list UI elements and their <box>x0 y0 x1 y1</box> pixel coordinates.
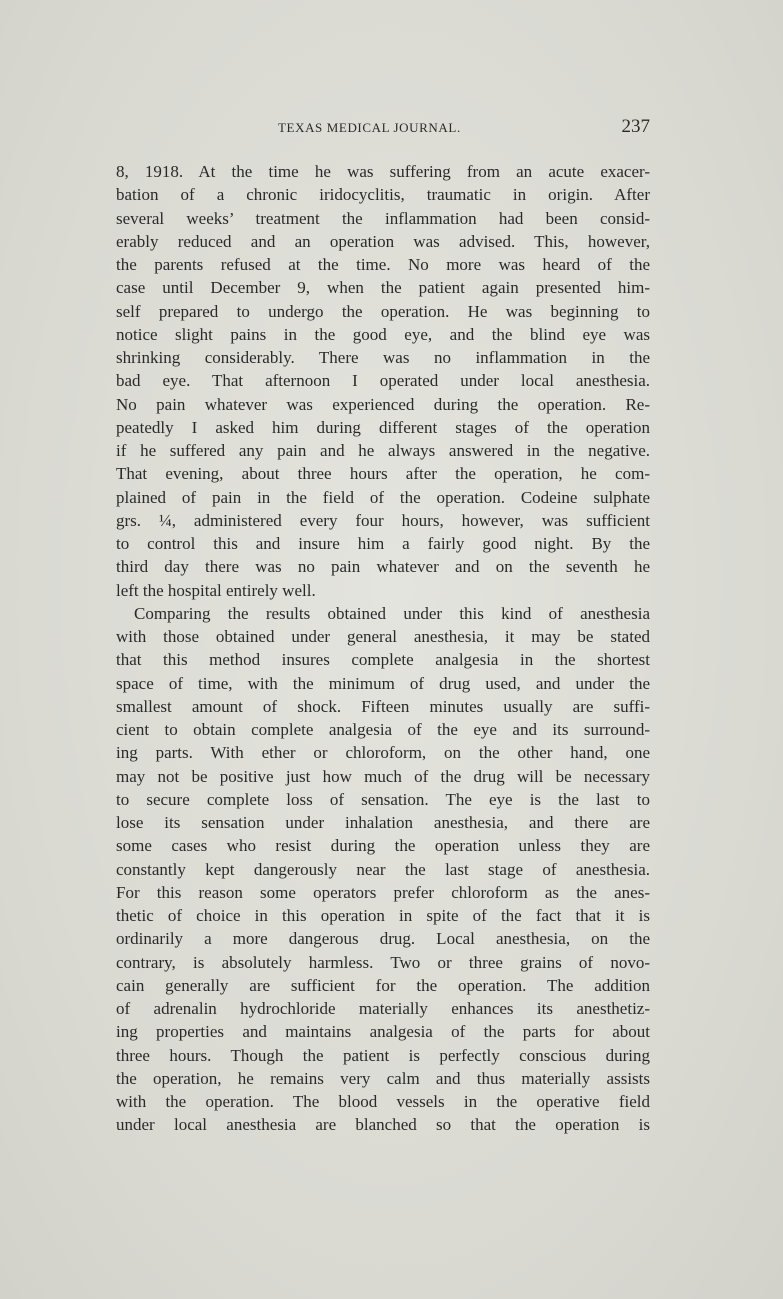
running-head: TEXAS MEDICAL JOURNAL. <box>278 120 461 135</box>
text-line: grs. ¼, administered every four hours, however, was sufficient <box>116 510 650 530</box>
text-line: bad eye. That afternoon I operated under local anesthesia. <box>116 371 650 391</box>
text-line: with those obtained under general anesthesia, it may be stated <box>116 627 650 646</box>
body-text <box>116 160 650 1137</box>
text-line: some cases who resist during the operation unless they are <box>116 836 650 856</box>
text-line: the operation, he remains very calm and thus materially assists <box>116 1068 650 1088</box>
text-line: constantly kept dangerously near the last stage of anesthesia. <box>116 859 650 879</box>
text-line: shrinking considerably. There was no inflammation in the <box>116 348 650 367</box>
page-number: 237 <box>621 116 650 137</box>
text-line: No pain whatever was experienced during the operation. Re- <box>116 394 650 414</box>
text-line: self prepared to undergo the operation. He was beginning to <box>116 301 650 321</box>
text-line: lose its sensation under inhalation anesthesia, and there are <box>116 813 650 832</box>
paragraph-start-line: Comparing the results obtained under this kind of anesthesia <box>134 603 650 623</box>
text-line: peatedly I asked him during different stages of the operation <box>116 417 650 437</box>
text-line: That evening, about three hours after the operation, he com- <box>116 464 650 484</box>
text-line: bation of a chronic iridocyclitis, traumatic in origin. After <box>116 185 650 205</box>
text-line: ordinarily a more dangerous drug. Local anesthesia, on the <box>116 929 650 949</box>
text-line: thetic of choice in this operation in spite of the fact that it is <box>116 906 650 925</box>
text-line: smallest amount of shock. Fifteen minutes usually are suffi- <box>116 696 650 716</box>
text-line: the parents refused at the time. No more was heard of the <box>116 255 650 274</box>
text-line: erably reduced and an operation was advised. This, however, <box>116 231 650 251</box>
text-line: 8, 1918. At the time he was suffering from an acute exacer- <box>116 162 650 181</box>
text-line: cain generally are sufficient for the operation. The addition <box>116 975 650 995</box>
page-header <box>116 118 650 142</box>
text-line: case until December 9, when the patient again presented him- <box>116 278 650 298</box>
text-line: to secure complete loss of sensation. The eye is the last to <box>116 789 650 809</box>
text-line: notice slight pains in the good eye, and the blind eye was <box>116 324 650 344</box>
text-line: contrary, is absolutely harmless. Two or three grains of novo- <box>116 952 650 972</box>
text-line: cient to obtain complete analgesia of the eye and its surround- <box>116 720 650 739</box>
text-line: third day there was no pain whatever and on the seventh he <box>116 557 650 577</box>
text-line: several weeks’ treatment the inflammation had been consid- <box>116 208 650 228</box>
text-line: ing properties and maintains analgesia of the parts for about <box>116 1022 650 1042</box>
text-line: of adrenalin hydrochloride materially enhances its anesthetiz- <box>116 999 650 1018</box>
text-line: space of time, with the minimum of drug used, and under the <box>116 673 650 693</box>
text-line: that this method insures complete analgesia in the shortest <box>116 650 650 670</box>
text-line: three hours. Though the patient is perfectly conscious during <box>116 1045 650 1065</box>
text-line: plained of pain in the field of the operation. Codeine sulphate <box>116 487 650 507</box>
text-line: under local anesthesia are blanched so that the operation is <box>116 1115 650 1135</box>
text-line: ing parts. With ether or chloroform, on the other hand, one <box>116 743 650 763</box>
text-line: For this reason some operators prefer chloroform as the anes- <box>116 882 650 902</box>
text-line: if he suffered any pain and he always answered in the negative. <box>116 441 650 460</box>
text-line: to control this and insure him a fairly good night. By the <box>116 534 650 553</box>
text-line: with the operation. The blood vessels in the operative field <box>116 1092 650 1111</box>
text-line: left the hospital entirely well. <box>116 580 316 600</box>
text-line: may not be positive just how much of the drug will be necessary <box>116 766 650 786</box>
